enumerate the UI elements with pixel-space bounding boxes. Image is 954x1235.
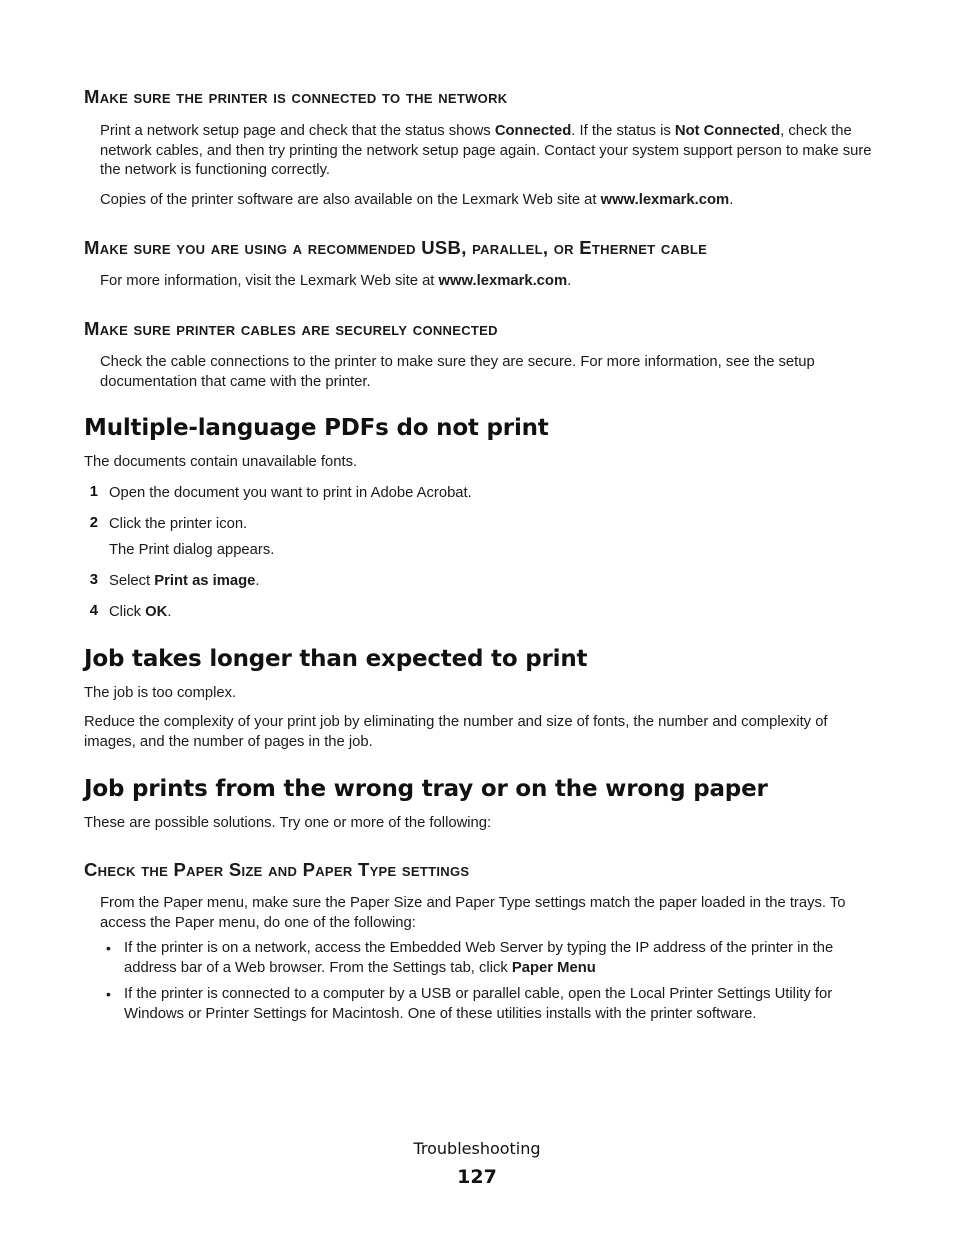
step-text: Select Print as image. [109, 573, 260, 589]
footer-label: Troubleshooting [413, 1139, 541, 1158]
paragraph-network-status: Print a network setup page and check that the status shows Connected. If the status is Not Connected, check the network cables, and then try printing the network setup page again. Contact your system support person to make sure the network is functioning correctly. [100, 123, 872, 179]
paragraph-possible-solutions: These are possible solutions. Try one or more of the following: [84, 815, 492, 831]
step-number: 4 [89, 603, 98, 619]
step-number: 1 [89, 484, 98, 500]
subheading-recommended-cable: Make sure you are using a recommended USB, parallel, or Ethernet cable [84, 237, 708, 258]
bullet-icon: • [106, 940, 111, 956]
page-number: 127 [457, 1166, 497, 1188]
step-text: Click OK. [109, 604, 172, 620]
paragraph-more-info: For more information, visit the Lexmark Web site at www.lexmark.com. [100, 273, 572, 289]
heading-multiple-language-pdfs: Multiple-language PDFs do not print [84, 415, 549, 441]
bullet-item: If the printer is on a network, access the Embedded Web Server by typing the IP address of the printer in the address bar of a Web browser. From the Settings tab, click Paper Menu [124, 940, 834, 976]
paragraph-unavailable-fonts: The documents contain unavailable fonts. [84, 454, 358, 470]
step-number: 2 [89, 515, 98, 531]
paragraph-reduce-complexity: Reduce the complexity of your print job by eliminating the number and size of fonts, the number and complexity of images, and the number of pages in the job. [84, 714, 828, 750]
paragraph-job-complex: The job is too complex. [84, 685, 237, 701]
subheading-paper-size-type: Check the Paper Size and Paper Type settings [84, 859, 470, 880]
subheading-cables-secure: Make sure printer cables are securely connected [84, 318, 498, 339]
step-text: Open the document you want to print in Adobe Acrobat. [109, 485, 472, 501]
lexmark-link: www.lexmark.com [600, 192, 730, 208]
bullet-item: If the printer is connected to a computer by a USB or parallel cable, open the Local Printer Settings Utility for Windows or Printer Settings for Macintosh. One of these utilities installs with the printer software. [124, 986, 833, 1022]
subheading-network-connection: Make sure the printer is connected to the network [84, 86, 508, 107]
step-number: 3 [89, 572, 98, 588]
heading-wrong-tray: Job prints from the wrong tray or on the wrong paper [84, 776, 768, 802]
lexmark-link: www.lexmark.com [438, 273, 568, 289]
step-note: The Print dialog appears. [109, 542, 275, 558]
paragraph-software-copies: Copies of the printer software are also available on the Lexmark Web site at www.lexmark.com. [100, 192, 734, 208]
step-text: Click the printer icon. [109, 516, 248, 532]
heading-job-takes-longer: Job takes longer than expected to print [84, 646, 588, 672]
paragraph-paper-menu: From the Paper menu, make sure the Paper Size and Paper Type settings match the paper loaded in the trays. To access the Paper menu, do one of the following: [100, 895, 846, 931]
paragraph-cable-connections: Check the cable connections to the printer to make sure they are secure. For more information, see the setup documentation that came with the printer. [100, 354, 815, 390]
bullet-icon: • [106, 986, 111, 1002]
